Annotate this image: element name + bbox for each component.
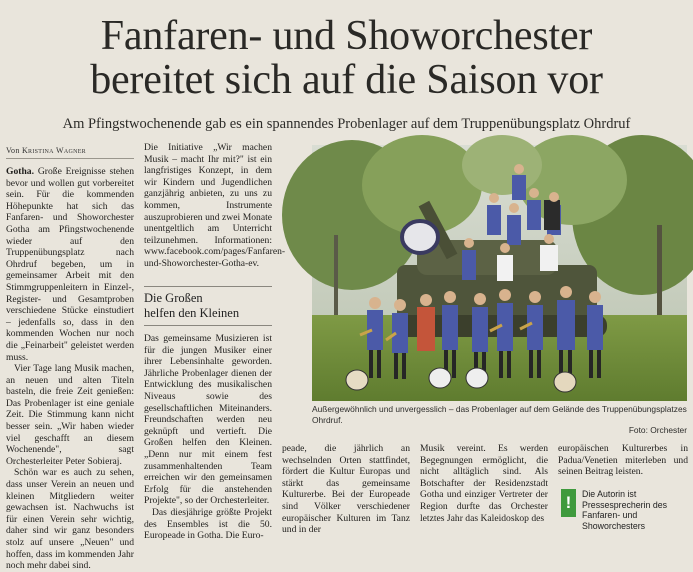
headline [0, 14, 693, 102]
photo-credit: Foto: Orchester [628, 425, 687, 435]
caption-text: Außergewöhnlich und unvergesslich – das Probenlager auf dem Gelände des Truppenübungsplatzes Ohrdruf. [312, 404, 687, 425]
article-paragraph [6, 166, 134, 363]
intertitle-line-2: helfen den Kleinen [144, 306, 240, 320]
headline-line-2: bereitet sich auf die Saison vor [90, 57, 603, 103]
author-info-text: Die Autorin ist Pressesprecherin des Fanfaren- und Showorchesters [582, 489, 668, 531]
byline-prefix: Von [6, 146, 20, 155]
article-column-2-top [144, 142, 286, 282]
article-column-3 [282, 443, 410, 536]
photo-caption [312, 404, 687, 436]
article-paragraph: europäischen Kulturerbes in Padua/Venetien miterleben und seinen Beitrag leisten. [558, 443, 688, 478]
headline-line-1: Fanfaren- und Showorchester [100, 13, 593, 59]
article-column-1 [6, 166, 134, 572]
group-photo [312, 145, 687, 401]
article-paragraph: Musik vereint. Es werden Begegnungen ermöglicht, die nicht alltäglich sind. Als Botschafter der Residenzstadt Gotha und einziger Vertreter der Region durfte das Orchester letztes Jahr das Kaleidoskop des [420, 443, 548, 524]
article-paragraph: Das gemeinsame Musizieren ist für die jungen Musiker einer ihrer Lebensinhalte geworden. Jährliche Probenlager dienen der Entwicklung des musikalischen Niveaus sowie des gesellschaftlichen Miteinanders. Freundschaften werden neu geknüpft und vertieft. Die Großen helfen den Kleinen. „Denn nur mit einem fest zusammenhaltenden Team erreichen wir den gemeinsamen Erfolg für die anstehenden Projekte", so der Orchesterleiter. [144, 333, 272, 507]
article-paragraph: Das diesjährige größte Projekt des Ensembles ist die 50. Europeade in Gotha. Die Euro- [144, 506, 272, 542]
dateline: Gotha. [6, 166, 34, 177]
article-paragraph: peade, die jährlich an wechselnden Orten stattfindet, fördert die Kultur Europas und stärkt das gemeinsame Kulturerbe. Bei der Europeade sind Völker verschiedener europäischer Kulturen im Tanz und in der [282, 443, 410, 536]
byline [6, 146, 134, 159]
intertitle-line-1: Die Großen [144, 291, 203, 305]
article-paragraph: Schön war es auch zu sehen, dass unser Verein an neuen und kleinen Mitgliedern weiter gewachsen ist. Nachwuchs ist für einen Verein sehr wichtig, daher sind wir ganz besonders stolz auf unsere „Neuen" und hoffen, dass im kommenden Jahr noch mehr dabei sind. [6, 467, 134, 572]
author-info-box [558, 485, 688, 531]
article-paragraph: Die Initiative „Wir machen Musik – macht Ihr mit?" ist ein langfristiges Konzept, in dem wir Kindern und Jugendlichen ganzjährig anbieten, zu uns zu kommen, Instrumente auszuprobieren und zwei Monate unentgeltlich am Unterricht teilzunehmen. Informationen: www.facebook.com/pages/Fanfaren-und-Showorchester-Gotha-ev. [144, 142, 286, 269]
article-paragraph: Vier Tage lang Musik machen, an neuen und alten Titeln basteln, die freie Zeit genießen: Das Probenlager ist eine geniale Zeit. Die Stimmung kann nicht besser sein. „Wir haben wieder viel geschafft an diesem Wochenende", sagt Orchesterleiter Peter Sobieraj. [6, 363, 134, 467]
article-column-5 [558, 443, 688, 483]
photo-illustration [312, 145, 687, 401]
subheadline: Am Pfingstwochenende gab es ein spannendes Probenlager auf dem Truppenübungsplatz Ohrdruf [62, 116, 631, 132]
article-column-2-bottom [144, 333, 272, 542]
intertitle [144, 286, 272, 326]
exclamation-icon: ! [561, 489, 576, 517]
paragraph-text: Große Ereignisse stehen bevor und wollen gut vorbereitet sein. Für die kommenden Höhepunkte hat sich das Fanfaren- und Showorchester Gotha am Pfingstwochenende wieder auf den Truppenübungsplatz nach Ohrdruf begeben, um in gemeinsamer Arbeit mit den Stimmgruppenleitern in Einzel-, Register- und Gesamtproben verschiedene Stücke einstudiert – jedenfalls so, dass in den kommenden Wochen nur noch die „Feinarbeit" geleistet werden muss. [6, 166, 134, 363]
article-column-4 [420, 443, 548, 525]
byline-author: Kristina Wagner [21, 146, 86, 155]
